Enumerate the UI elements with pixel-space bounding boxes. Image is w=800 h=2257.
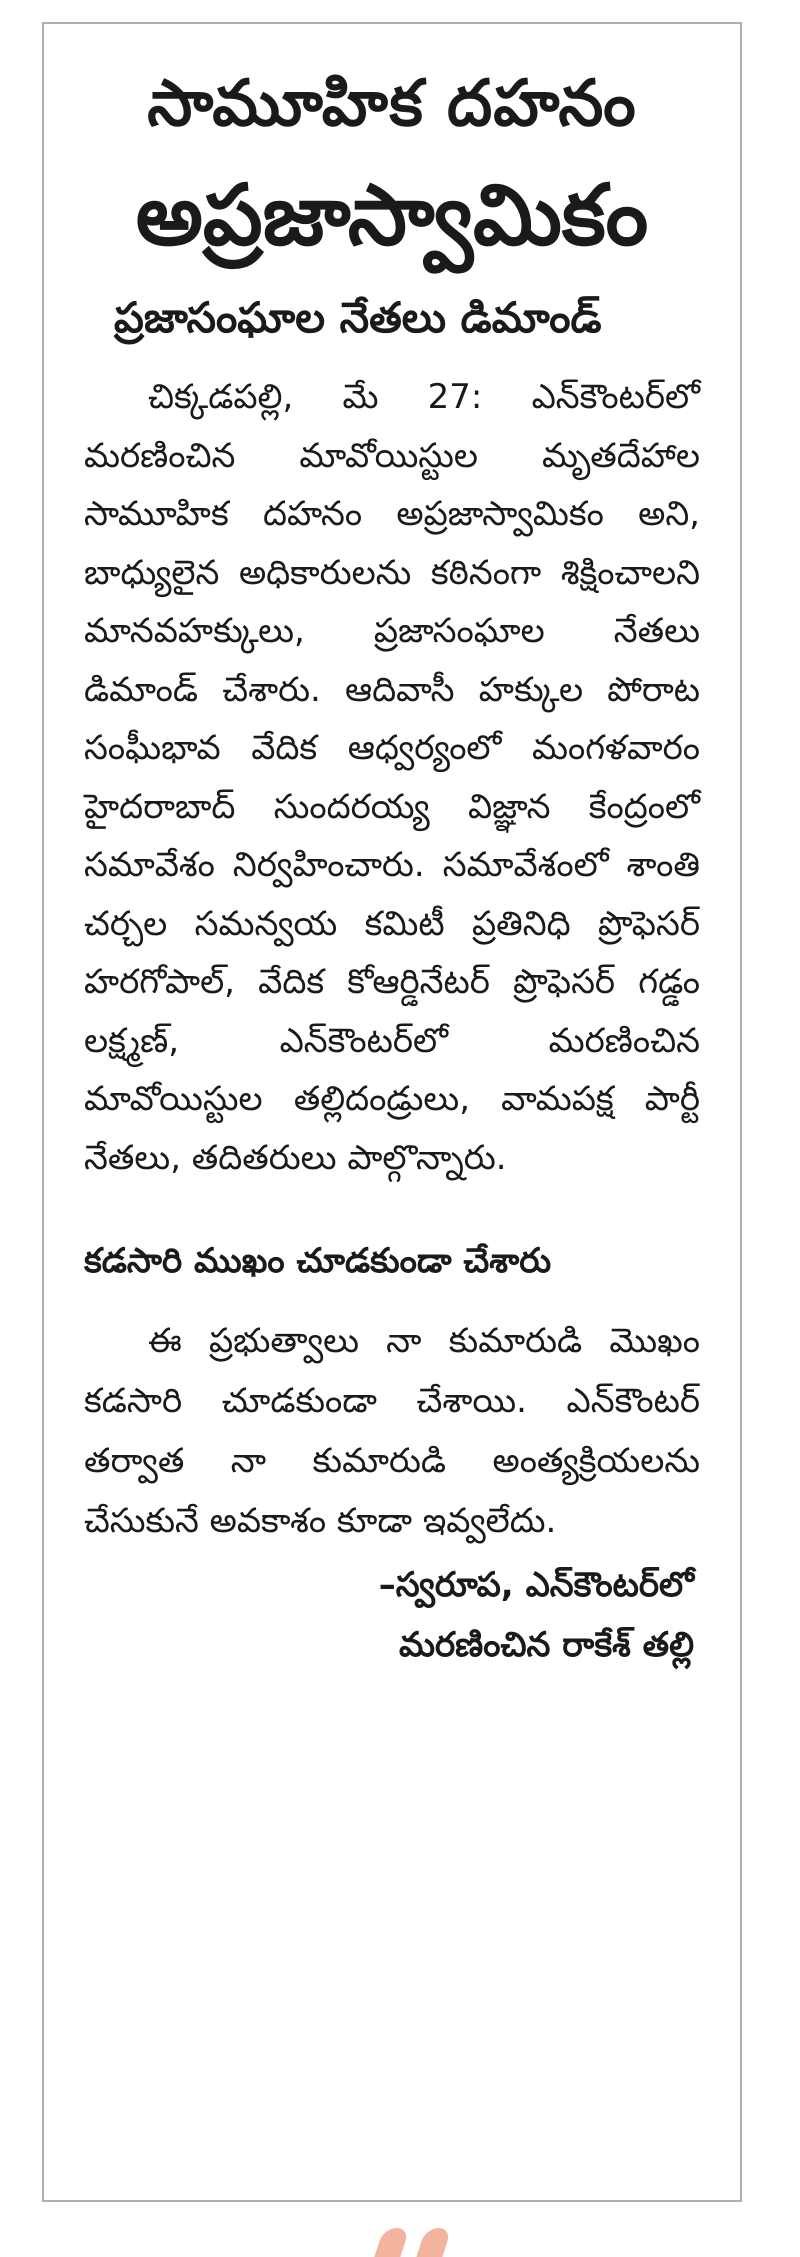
attribution-line-2: మరణించిన రాకేశ్ తల్లి (399, 1625, 694, 1665)
headline-line-1: సామూహిక దహనం (147, 67, 637, 141)
body-paragraph: చిక్కడపల్లి, మే 27: ఎన్‌కౌంటర్‌లో మరణించిన మావోయిస్టుల మృతదేహాల సామూహిక దహనం అప్రజాస్వామికం అని, బాధ్యులైన అధికారులను కఠినంగా శిక్షించాలని మానవహక్కులు, ప్రజాసంఘాల నేతలు డిమాండ్ చేశారు. ఆదివాసీ హక్కుల పోరాట సంఘీభావ వేదిక ఆధ్వర్యంలో మంగళవారం హైదరాబాద్ సుందరయ్య విజ్ఞాన కేంద్రంలో సమావేశం నిర్వహించారు. సమావేశంలో శాంతి చర్చల సమన్వయ కమిటీ ప్రతినిధి ప్రొఫెసర్ హరగోపాల్, వేదిక కోఆర్డినేటర్ ప్రొఫెసర్ గడ్డం లక్ష్మణ్, ఎన్‌కౌంటర్‌లో మరణించిన మావోయిస్టుల తల్లిదండ్రులు, వామపక్ష పార్టీ నేతలు, తదితరులు పాల్గొన్నారు. (84, 377, 700, 1178)
partial-logo-mark (360, 2222, 460, 2257)
news-clipping (42, 22, 742, 2202)
quote-attribution (44, 1555, 694, 1675)
subheadline: ప్రజాసంఘాల నేతలు డిమాండ్ (114, 293, 602, 342)
article-body (84, 368, 700, 1187)
headline-line-2: అప్రజాస్వామికం (135, 166, 649, 264)
attribution-line-1: –స్వరూప, ఎన్‌కౌంటర్‌లో (378, 1565, 694, 1605)
quote-paragraph: ఈ ప్రభుత్వాలు నా కుమారుడి మొఖం కడసారి చూడకుండా చేశాయి. ఎన్‌కౌంటర్ తర్వాత నా కుమారుడి అంత్యక్రియలను చేసుకునే అవకాశం కూడా ఇవ్వలేదు. (84, 1321, 700, 1541)
section-heading: కడసారి ముఖం చూడకుండా చేశారు (84, 1241, 552, 1281)
mother-quote (84, 1311, 700, 1551)
